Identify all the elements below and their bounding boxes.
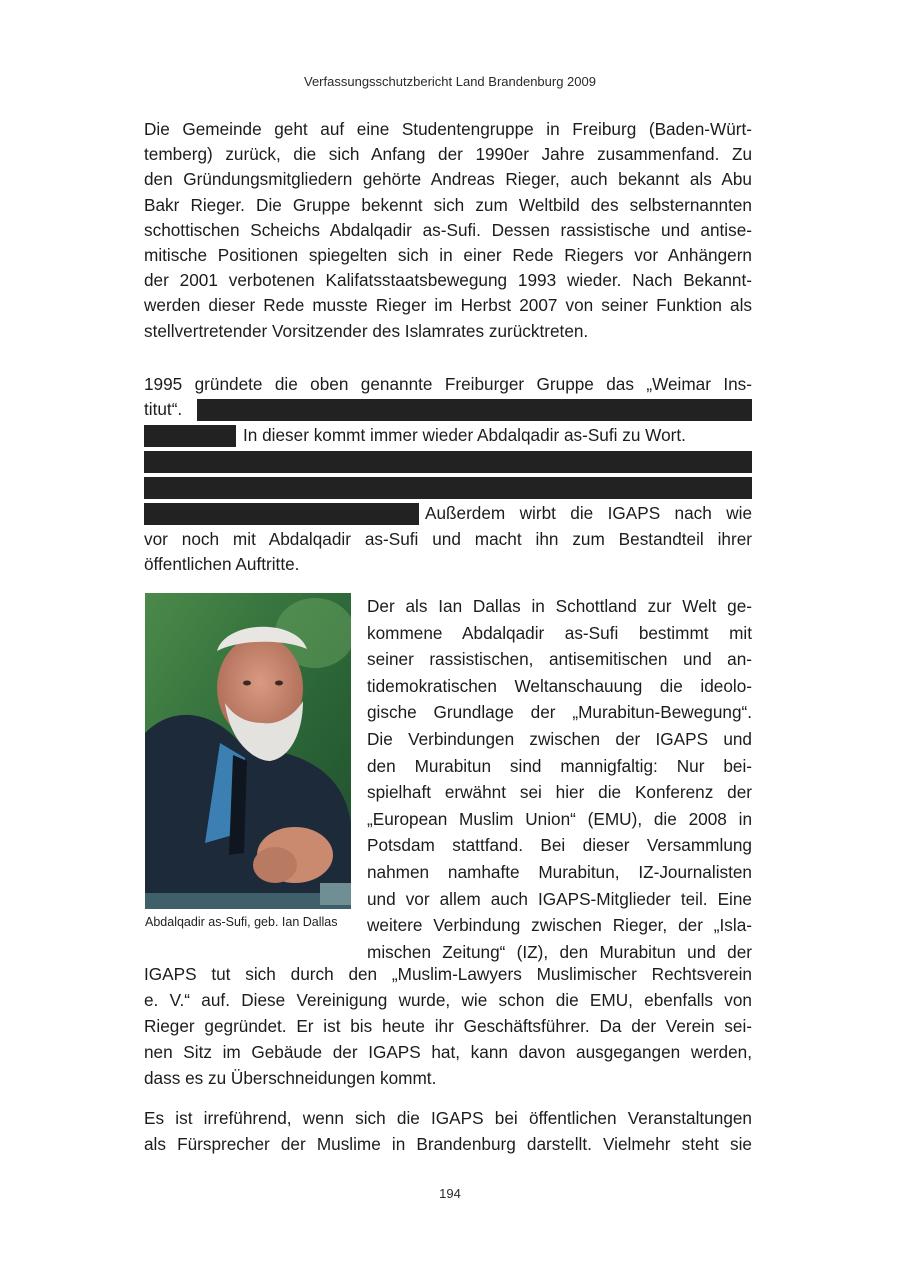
text-line: e. V.“ auf. Diese Vereinigung wurde, wie schon die EMU, ebenfalls von: [144, 990, 752, 1010]
running-header: Verfassungsschutzbericht Land Brandenburg 2009: [304, 74, 596, 89]
text-line: seiner rassistischen, antisemitischen und an-: [367, 649, 752, 670]
text-line: Rieger gegründet. Er ist bis heute ihr Geschäftsführer. Da der Verein sei-: [144, 1016, 752, 1036]
text-line: mischen Zeitung“ (IZ), den Murabitun und der: [367, 941, 752, 962]
portrait-photo: [145, 593, 351, 909]
text-line: Potsdam stattfand. Bei dieser Versammlung: [367, 835, 752, 856]
redaction-bar: [197, 399, 752, 421]
paragraph-2-line-3-text: In dieser kommt immer wieder Abdalqadir as-Sufi zu Wort.: [243, 425, 686, 445]
text-line: und vor allem auch IGAPS-Mitglieder teil. Eine: [367, 888, 752, 909]
paragraph-continuation: [144, 961, 752, 1091]
text-line: spielhaft erwähnt sei hier die Konferenz der: [367, 782, 752, 803]
page-number: 194: [439, 1186, 461, 1201]
text-line: 1995 gründete die oben genannte Freiburger Gruppe das „Weimar Ins-: [144, 374, 752, 394]
redaction-bar: [144, 425, 236, 447]
text-line: werden dieser Rede musste Rieger im Herbst 2007 von seiner Funktion als: [144, 295, 752, 316]
paragraph-2-line-1: [144, 372, 752, 397]
photo-caption: Abdalqadir as-Sufi, geb. Ian Dallas: [145, 915, 338, 929]
paragraph-1: [144, 117, 752, 344]
text-line: den Gründungsmitgliedern gehörte Andreas Rieger, auch bekannt als Abu: [144, 169, 752, 190]
text-line: gische Grundlage der „Murabitun-Bewegung“.: [367, 702, 752, 723]
text-line: IGAPS tut sich durch den „Muslim-Lawyers Muslimischer Rechtsverein: [144, 964, 752, 984]
text-line: Es ist irreführend, wenn sich die IGAPS bei öffentlichen Veranstaltungen: [144, 1108, 752, 1128]
text-line: öffentlichen Auftritte.: [144, 554, 300, 575]
text-line: als Fürsprecher der Muslime in Brandenburg darstellt. Vielmehr steht sie: [144, 1134, 752, 1154]
text-line: kommene Abdalqadir as-Sufi bestimmt mit: [367, 622, 752, 643]
text-line: temberg) zurück, die sich Anfang der 1990er Jahre zusammenfand. Zu: [144, 144, 752, 165]
text-line: tidemokratischen Weltanschauung die ideolo-: [367, 675, 752, 696]
text-line: weitere Verbindung zwischen Rieger, der „Isla-: [367, 915, 752, 936]
text-line: mitische Positionen spiegelten sich in einer Rede Riegers vor Anhängern: [144, 245, 752, 266]
paragraph-5: [144, 1105, 752, 1157]
text-line: der 2001 verbotenen Kalifatsstaatsbewegung 1993 wieder. Nach Bekannt-: [144, 270, 752, 291]
text-line: Die Verbindungen zwischen der IGAPS und: [367, 728, 752, 749]
column-paragraph: [367, 593, 752, 965]
text-line: dass es zu Überschneidungen kommt.: [144, 1068, 437, 1088]
redaction-bar: [144, 451, 752, 473]
redaction-bar: [144, 477, 752, 499]
paragraph-2-end: [144, 527, 752, 577]
text-line: „European Muslim Union“ (EMU), die 2008 in: [367, 808, 752, 829]
text-line: schottischen Scheichs Abdalqadir as-Sufi. Dessen rassistische und antise-: [144, 219, 752, 240]
paragraph-2-line-2-start: titut“.: [144, 399, 183, 419]
paragraph-2-line-6-text: Außerdem wirbt die IGAPS nach wie: [425, 503, 752, 523]
text-line: nen Sitz im Gebäude der IGAPS hat, kann davon ausgegangen werden,: [144, 1042, 752, 1062]
redaction-bar: [144, 503, 419, 525]
text-line: stellvertretender Vorsitzender des Islamrates zurücktreten.: [144, 320, 589, 341]
text-line: den Murabitun sind mannigfaltig: Nur bei-: [367, 755, 752, 776]
text-line: nahmen namhafte Murabitun, IZ-Journalisten: [367, 861, 752, 882]
text-line: Die Gemeinde geht auf eine Studentengruppe in Freiburg (Baden-Würt-: [144, 119, 752, 139]
text-line: Bakr Rieger. Die Gruppe bekennt sich zum Weltbild des selbsternannten: [144, 194, 752, 215]
text-line: vor noch mit Abdalqadir as-Sufi und macht ihn zum Bestandteil ihrer: [144, 529, 752, 549]
text-line: Der als Ian Dallas in Schottland zur Welt ge-: [367, 596, 752, 616]
